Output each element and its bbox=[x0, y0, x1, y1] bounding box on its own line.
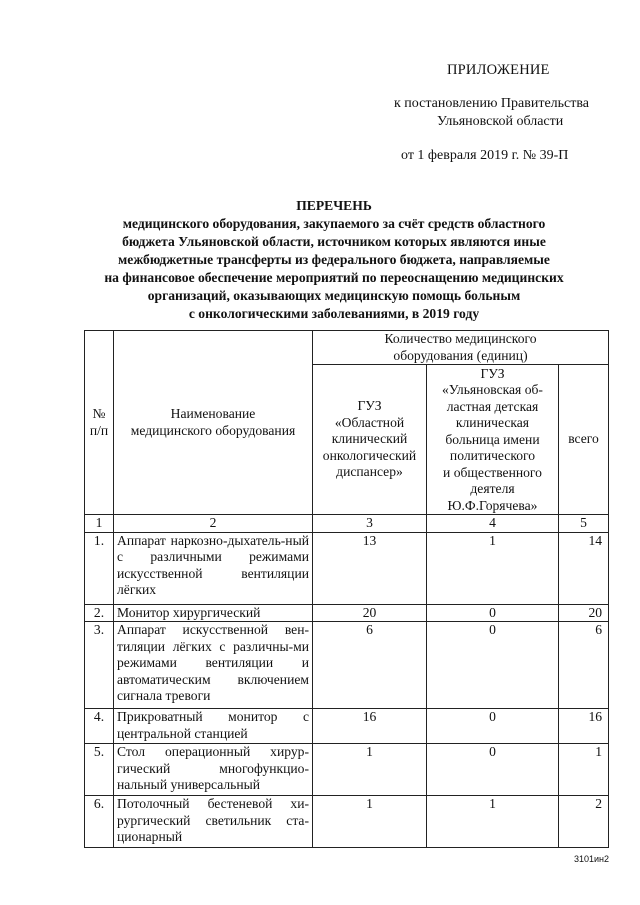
qty-oncology-dispensary: 20 bbox=[313, 604, 427, 622]
decree-reference-line1: к постановлению Правительства bbox=[394, 96, 590, 111]
header-number: № п/п bbox=[85, 331, 114, 515]
table-row bbox=[85, 604, 609, 622]
title-line: медицинского оборудования, закупаемого за счёт средств областного bbox=[122, 216, 546, 231]
qty-total: 20 bbox=[559, 604, 609, 622]
row-number: 6. bbox=[85, 796, 114, 848]
column-index-row bbox=[85, 515, 609, 533]
header-childrens-hospital: ГУЗ «Ульяновская об- ластная детская клиническая больница имени политического и общественного деятеля Ю.Ф.Горячева» bbox=[427, 365, 559, 515]
qty-childrens-hospital: 1 bbox=[427, 532, 559, 604]
column-index: 4 bbox=[427, 515, 559, 533]
qty-childrens-hospital: 0 bbox=[427, 709, 559, 744]
column-index: 1 bbox=[85, 515, 114, 533]
qty-oncology-dispensary: 6 bbox=[313, 622, 427, 709]
table-row bbox=[85, 709, 609, 744]
header-quantity-group: Количество медицинского оборудования (единиц) bbox=[313, 331, 609, 365]
document-title bbox=[60, 197, 608, 323]
qty-total: 1 bbox=[559, 744, 609, 796]
qty-oncology-dispensary: 16 bbox=[313, 709, 427, 744]
decree-date: от 1 февраля 2019 г. № 39-П bbox=[401, 148, 569, 163]
header-equipment-name: Наименование медицинского оборудования bbox=[114, 331, 313, 515]
table-row bbox=[85, 796, 609, 848]
qty-total: 2 bbox=[559, 796, 609, 848]
qty-total: 6 bbox=[559, 622, 609, 709]
header-total: всего bbox=[559, 365, 609, 515]
qty-total: 14 bbox=[559, 532, 609, 604]
row-number: 4. bbox=[85, 709, 114, 744]
qty-childrens-hospital: 0 bbox=[427, 622, 559, 709]
row-number: 2. bbox=[85, 604, 114, 622]
qty-childrens-hospital: 0 bbox=[427, 744, 559, 796]
title-line: на финансовое обеспечение мероприятий по переоснащению медицинских bbox=[104, 270, 564, 285]
table-row bbox=[85, 532, 609, 604]
qty-childrens-hospital: 0 bbox=[427, 604, 559, 622]
qty-oncology-dispensary: 1 bbox=[313, 796, 427, 848]
row-number: 1. bbox=[85, 532, 114, 604]
table-row bbox=[85, 622, 609, 709]
equipment-name: Стол операционный хирур-гический многофункцио-нальный универсальный bbox=[114, 744, 313, 796]
title-line: межбюджетные трансферты из федерального бюджета, направляемые bbox=[118, 252, 550, 267]
title-heading: ПЕРЕЧЕНЬ bbox=[296, 198, 372, 213]
equipment-name: Потолочный бестеневой хи-рургический светильник ста-ционарный bbox=[114, 796, 313, 848]
equipment-name: Монитор хирургический bbox=[114, 604, 313, 622]
decree-reference-line2: Ульяновской области bbox=[437, 114, 564, 129]
page-code: 3101ин2 bbox=[574, 854, 610, 864]
qty-total: 16 bbox=[559, 709, 609, 744]
title-line: с онкологическими заболеваниями, в 2019 году bbox=[188, 306, 480, 321]
qty-oncology-dispensary: 1 bbox=[313, 744, 427, 796]
qty-childrens-hospital: 1 bbox=[427, 796, 559, 848]
column-index: 2 bbox=[114, 515, 313, 533]
row-number: 3. bbox=[85, 622, 114, 709]
equipment-name: Аппарат наркозно-дыхатель-ный с различными режимами искусственной вентиляции лёгких bbox=[114, 532, 313, 604]
equipment-name: Прикроватный монитор с центральной станцией bbox=[114, 709, 313, 744]
column-index: 3 bbox=[313, 515, 427, 533]
appendix-label: ПРИЛОЖЕНИЕ bbox=[447, 62, 550, 78]
header-oncology-dispensary: ГУЗ «Областной клинический онкологический диспансер» bbox=[313, 365, 427, 515]
row-number: 5. bbox=[85, 744, 114, 796]
table-row bbox=[85, 744, 609, 796]
equipment-table bbox=[84, 330, 609, 848]
column-index: 5 bbox=[559, 515, 609, 533]
qty-oncology-dispensary: 13 bbox=[313, 532, 427, 604]
title-line: организаций, оказывающих медицинскую помощь больным bbox=[147, 288, 521, 303]
equipment-name: Аппарат искусственной вен-тиляции лёгких с различны-ми режимами вентиляции и автоматическим включением сигнала тревоги bbox=[114, 622, 313, 709]
title-line: бюджета Ульяновской области, источником которых являются иные bbox=[122, 234, 546, 249]
